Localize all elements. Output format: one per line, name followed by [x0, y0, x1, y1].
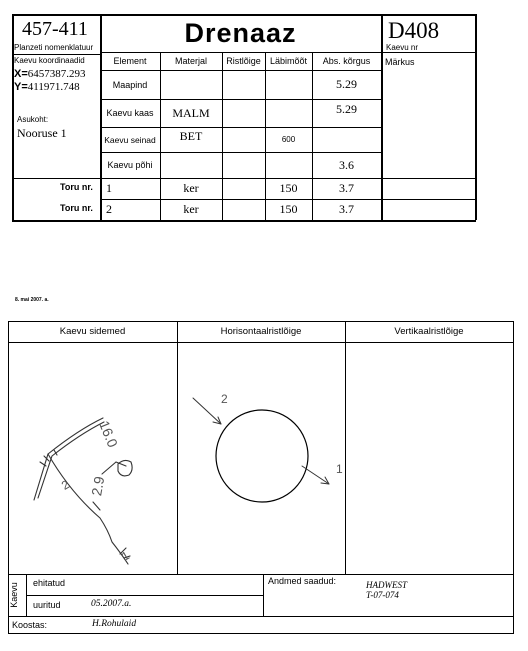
coord-x-value: 6457387.293: [27, 68, 86, 80]
row-height: 3.6: [339, 157, 354, 172]
col-element: Element: [113, 56, 147, 66]
pipe-in-label: 2: [221, 392, 228, 406]
surveyed-value: 05.2007.a.: [91, 599, 132, 609]
well-number: D408: [388, 18, 440, 43]
row-material: BET: [179, 129, 203, 143]
row-diameter: 600: [281, 135, 296, 144]
coord-y-prefix: Y=: [14, 81, 28, 93]
row-element: Kaevu kaas: [106, 108, 154, 118]
col-cross: Ristlõige: [226, 56, 261, 66]
panel-title-horizontal: Horisontaalristlõige: [220, 326, 302, 337]
coord-y: [14, 81, 80, 93]
data-from-label: Andmed saadud:: [268, 576, 337, 586]
pipe-height: 3.7: [339, 202, 354, 216]
pipe-material: ker: [183, 181, 199, 195]
coord-x-prefix: X=: [14, 68, 28, 80]
col-height: Abs. kõrgus: [322, 56, 371, 66]
row-element: Kaevu seinad: [104, 134, 156, 145]
well-circle: [216, 410, 308, 502]
col-diameter: Läbimõõt: [269, 56, 308, 66]
pipe-label: Toru nr.: [60, 203, 93, 213]
pipe-number: 1: [106, 181, 112, 195]
pipe-material: ker: [183, 202, 199, 216]
coord-x: [14, 68, 86, 80]
sketch-label: 2: [58, 477, 72, 493]
date-stamp: 8. mai 2007. a.: [15, 297, 49, 303]
col-material: Materjal: [174, 56, 207, 66]
coords-label: Kaevu koordinaadid: [14, 56, 85, 65]
built-label: ehitatud: [33, 578, 66, 588]
row-material: MALM: [172, 105, 210, 120]
row-element: Kaevu põhi: [107, 160, 153, 170]
sheet-number: 457-411: [22, 18, 88, 40]
surveyed-label: uuritud: [33, 600, 61, 610]
row-element: Maapind: [112, 79, 148, 90]
location-label: Asukoht:: [17, 115, 49, 124]
row-height: 5.29: [336, 77, 357, 91]
well-number-label: Kaevu nr: [386, 43, 419, 52]
data-from-value: HADWEST: [366, 580, 407, 590]
page-title: Drenaaz: [184, 17, 297, 48]
sketch-label: 16.0: [96, 418, 122, 450]
panel-title-vertical: Vertikaalristlõige: [394, 326, 464, 337]
coord-y-value: 411971.748: [27, 81, 80, 93]
pipe-number: 2: [106, 202, 112, 216]
pipe-diameter: 150: [279, 202, 298, 216]
sketch-label: 1: [118, 548, 132, 564]
links-sketch: [8, 342, 177, 574]
pipe-height: 3.7: [339, 181, 354, 195]
pipe-diameter: 150: [279, 181, 298, 195]
compiled-value: H.Rohulaid: [92, 619, 137, 629]
sheet-number-label: Planzeti nomenklatuur: [14, 43, 94, 52]
row-height: 5.29: [336, 101, 357, 116]
pipe-out-label: 1: [336, 462, 343, 476]
sketch-label: 2.9: [88, 475, 108, 497]
col-remarks: Märkus: [385, 57, 415, 67]
location-value: Nooruse 1: [17, 126, 67, 140]
compiled-label: Koostas:: [12, 620, 48, 630]
side-label: Kaevu: [9, 582, 19, 608]
data-from-ref: T-07-074: [366, 590, 399, 600]
horizontal-section: [177, 342, 345, 574]
pipe-label: Toru nr.: [60, 182, 93, 192]
panel-title-links: Kaevu sidemed: [59, 326, 126, 337]
